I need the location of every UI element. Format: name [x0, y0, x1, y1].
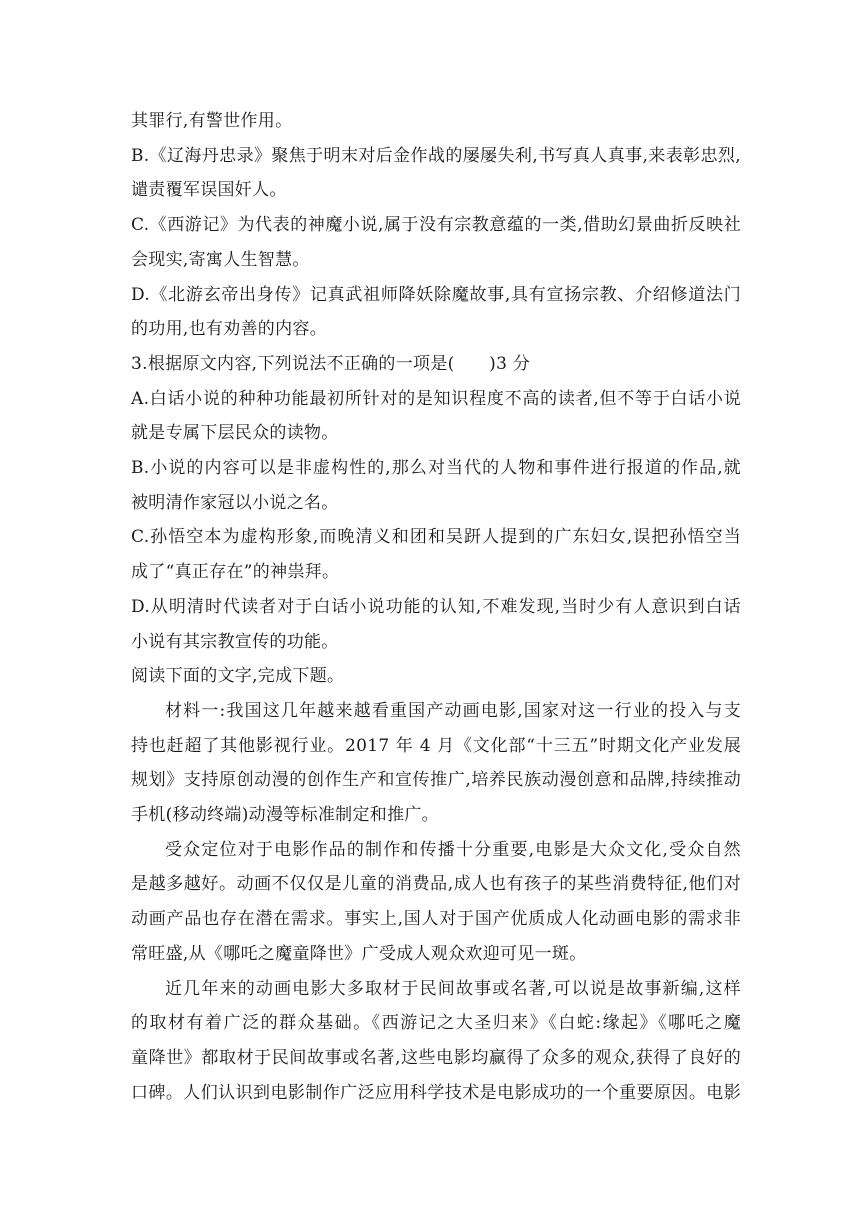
text-line: 童降世》都取材于民间故事或名著,这些电影均赢得了众多的观众,获得了良好的	[131, 1047, 741, 1068]
text-line: 其罪行,有警世作用。	[131, 111, 293, 131]
text-line: 持也赶超了其他影视行业。2017 年 4 月《文化部“十三五”时期文化产业发展	[131, 735, 741, 756]
text-line: 动画产品也存在潜在需求。事实上,国人对于国产优质成人化动画电影的需求非	[131, 909, 741, 930]
text-line: 近几年来的动画电影大多取材于民间故事或名著,可以说是故事新编,这样	[165, 978, 741, 999]
text-line: D.从明清时代读者对于白话小说功能的认知,不难发现,当时少有人意识到白话	[131, 596, 741, 617]
text-line: B.《辽海丹忠录》聚焦于明末对后金作战的屡屡失利,书写真人真事,来表彰忠烈,	[131, 145, 741, 166]
text-line: C.《西游记》为代表的神魔小说,属于没有宗教意蕴的一类,借助幻景曲折反映社	[131, 215, 741, 236]
text-line: C.孙悟空本为虚构形象,而晚清义和团和吴趼人提到的广东妇女,误把孙悟空当	[131, 527, 741, 548]
text-line: 谴责覆军误国奸人。	[131, 180, 287, 201]
text-line: 被明清作家冠以小说之名。	[131, 492, 339, 513]
text-line: 阅读下面的文字,完成下题。	[131, 666, 345, 687]
text-line: 成了“真正存在”的神祟拜。	[131, 562, 340, 583]
text-line: 小说有其宗教宣传的功能。	[131, 631, 339, 652]
text-line: 3.根据原文内容,下列说法不正确的一项是( )3 分	[131, 353, 531, 374]
text-line: 手机(移动终端)动漫等标准制定和推广。	[131, 805, 439, 825]
text-line: 常旺盛,从《哪吒之魔童降世》广受成人观众欢迎可见一斑。	[131, 943, 587, 964]
text-line: 的功用,也有劝善的内容。	[131, 319, 328, 340]
text-line: A.白话小说的种种功能最初所针对的是知识程度不高的读者,但不等于白话小说	[131, 388, 741, 409]
text-line: 受众定位对于电影作品的制作和传播十分重要,电影是大众文化,受众自然	[165, 839, 741, 860]
text-line: 的取材有着广泛的群众基础。《西游记之大圣归来》《白蛇:缘起》《哪吒之魔	[131, 1013, 741, 1034]
text-line: D.《北游玄帝出身传》记真武祖师降妖除魔故事,具有宣扬宗教、介绍修道法门	[131, 284, 741, 305]
text-line: 是越多越好。动画不仅仅是儿童的消费品,成人也有孩子的某些消费特征,他们对	[131, 874, 741, 895]
text-line: 会现实,寄寓人生智慧。	[131, 249, 310, 270]
text-line: 口碑。人们认识到电影制作广泛应用科学技术是电影成功的一个重要原因。电影	[131, 1082, 741, 1103]
text-line: 规划》支持原创动漫的创作生产和宣传推广,培养民族动漫创意和品牌,持续推动	[131, 770, 741, 791]
text-line: 就是专属下层民众的读物。	[131, 423, 339, 444]
text-line: 材料一:我国这几年越来越看重国产动画电影,国家对这一行业的投入与支	[165, 700, 741, 721]
text-line: B.小说的内容可以是非虚构性的,那么对当代的人物和事件进行报道的作品,就	[131, 458, 741, 478]
